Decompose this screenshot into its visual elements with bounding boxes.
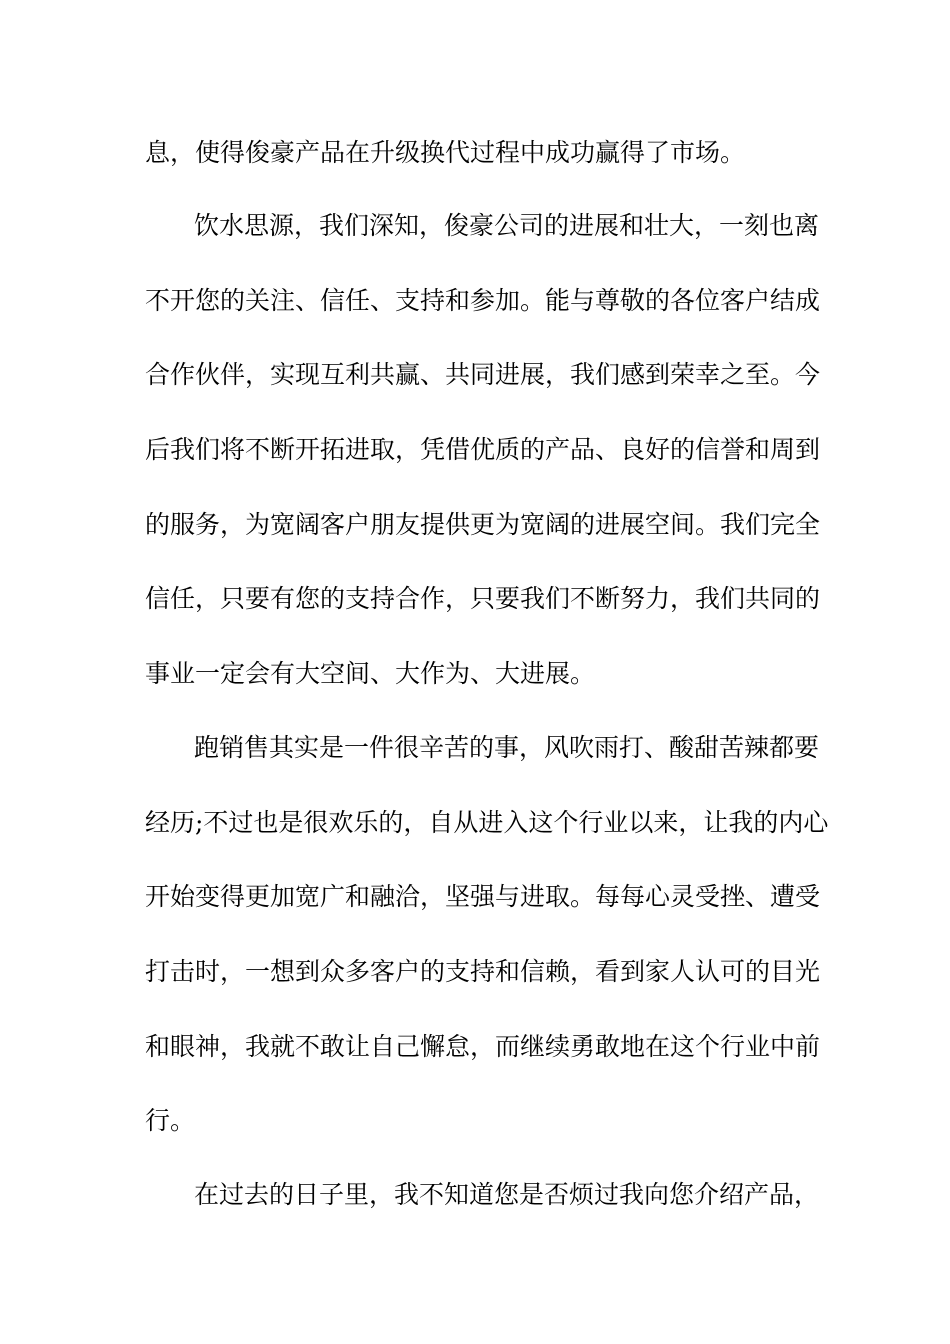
paragraph-line: 经历;不过也是很欢乐的，自从进入这个行业以来，让我的内心 [145, 808, 829, 837]
paragraph-line: 合作伙伴，实现互利共赢、共同进展，我们感到荣幸之至。今 [145, 360, 821, 389]
paragraph-line: 事业一定会有大空间、大作为、大进展。 [145, 659, 596, 688]
paragraph-line: 和眼神，我就不敢让自己懈怠，而继续勇敢地在这个行业中前 [145, 1032, 821, 1061]
paragraph-line: 息，使得俊豪产品在升级换代过程中成功赢得了市场。 [145, 138, 746, 167]
paragraph-line: 不开您的关注、信任、支持和参加。能与尊敬的各位客户结成 [145, 286, 821, 315]
paragraph-line: 跑销售其实是一件很辛苦的事，风吹雨打、酸甜苦辣都要 [194, 733, 820, 762]
paragraph-line: 开始变得更加宽广和融洽，坚强与进取。每每心灵受挫、遭受 [145, 882, 821, 911]
paragraph-line: 信任，只要有您的支持合作，只要我们不断努力，我们共同的 [145, 584, 821, 613]
paragraph-line: 在过去的日子里，我不知道您是否烦过我向您介绍产品， [194, 1180, 820, 1209]
paragraph-line: 打击时，一想到众多客户的支持和信赖，看到家人认可的目光 [145, 957, 821, 986]
paragraph-line: 后我们将不断开拓进取，凭借优质的产品、良好的信誉和周到 [145, 435, 821, 464]
paragraph-line: 行。 [145, 1106, 196, 1135]
paragraph-line: 饮水思源，我们深知，俊豪公司的进展和壮大，一刻也离 [194, 211, 820, 240]
paragraph-line: 的服务，为宽阔客户朋友提供更为宽阔的进展空间。我们完全 [145, 510, 821, 539]
